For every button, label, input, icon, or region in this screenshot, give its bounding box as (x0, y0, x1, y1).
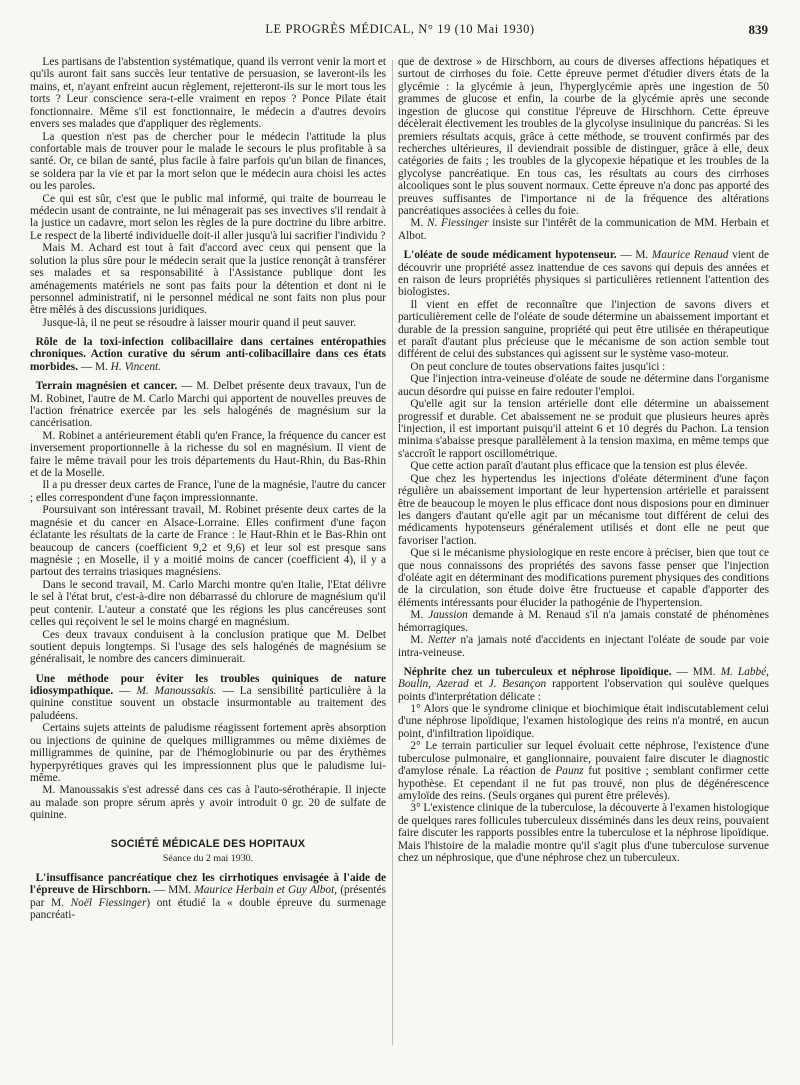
text-run: Il a pu dresser deux cartes de France, l'une de la magnésie, l'autre du cancer ; elles correspondent d'une façon impressionnante. (30, 479, 386, 504)
text-run: Mais M. Achard est tout à fait d'accord avec ceux qui pensent que la solution la plus sûre pour le médecin serait que la justice renonçât à transférer ses malades et sa responsabilité à l'Assistance publique dont les aménagements matériels ne sont pas faits pour la détention et dont ni le personnel administratif, ni le personnel médical ne sont faits non plus pour être mêlés à des discussions juridiques. (30, 242, 386, 317)
text-run: Certains sujets atteints de paludisme réagissent fortement après absorption ou injections de quinine de quelques milligrammes ou même dixièmes de milligrammes de quinine, par de l'hémoglobinurie ou par des érythèmes hyperpyrétiques graves qui les impressionnent plus que le paludisme lui-même. (30, 722, 386, 784)
italic-name: J. Besançon (488, 678, 547, 691)
italic-name: Maurice Herbain et Guy Albot (194, 884, 335, 897)
text-run: et (468, 678, 489, 691)
text-run: Poursuivant son intéressant travail, M. Robinet présente deux cartes de la magnésie et du cancer en Alsace-Lorraine. Elles confirment d'une façon éclatante les résultats de la carte de France : le Haut-Rhin et le Bas-Rhin ont beaucoup de cancers (coefficient 9,2 et 9,6) et leur sol est presque sans magnésie ; en Moselle, il y a moitié moins de cancer (coefficient 4), il y a partout des terrains triasiques magnésiens. (30, 504, 386, 579)
text-run: — M. (616, 249, 652, 262)
left-column (30, 56, 386, 1048)
text-run: M. Manoussakis s'est adressé dans ces cas à l'auto-sérothérapie. Il injecte au malade son propre sérum après y avoir introduit 0 gr. 20 de sulfate de quinine. (30, 784, 386, 822)
text-run: — M. Delbet présente deux travaux, l'un de M. Robinet, l'autre de M. Carlo Marchi qui apportent de nouvelles preuves de l'action frénatrice exercée par les sels halogénés de magnésium sur la cancérisation. (30, 380, 386, 430)
italic-name: Noël Fiessinger (70, 896, 147, 909)
paragraph (30, 430, 386, 480)
paragraph (30, 479, 386, 504)
paragraph (398, 547, 769, 609)
italic-name: Paunz (555, 765, 584, 778)
text-run: La question n'est pas de chercher pour le médecin l'attitude la plus confortable mais de trouver pour le malade le secours le plus profitable à sa santé. Or, ce bilan de santé, plus facile à faire parfois qu'un bilan de finances, se soldera par la vie et par la mort selon que le médecin aura choisi les actes ou les paroles. (30, 130, 386, 193)
text-run: ) ont étudié la « double épreuve du surmenage pancréati- (30, 896, 386, 922)
italic-name: N. Fiessinger (426, 217, 489, 230)
text-run: Que chez les hypertendus les injections d'oléate déterminent d'une façon régulière un abaissement important de leur hypertension artérielle et paraissent être de beaucoup le moyen le plus efficace dont nous disposions pour en diminuer les dangers d'autant qu'elle agit par un mécanisme tout différent de celui des médicaments hypotenseurs généralement utilisés et dont elle ne peut que favoriser l'action. (398, 472, 769, 547)
article-title: Rôle de la toxi-infection colibacillaire dans certaines entéropathies chroniques. Action curative du sérum anti-colibacillaire dans ces états morbides. (30, 336, 386, 373)
italic-name: M. Labbé, Boulin, Azerad (398, 665, 769, 691)
article-title-paragraph (30, 872, 386, 922)
text-run: 3° L'existence clinique de la tuberculose, la découverte à l'examen histologique de quelques rares follicules tuberculeux disséminés dans les deux reins, pouvaient faire discuter les rapports possibles entre la tuberculose et la néphrose lipoïdique. Mais l'histoire de la maladie montre qu'il s'agit plus d'une tuberculose survenue chez un néphrosique, que d'une néphrose chez un tuberculeux. (398, 802, 769, 865)
page-number: 839 (748, 22, 768, 37)
text-run: Que cette action paraît d'autant plus efficace que la tension est plus élevée. (410, 460, 748, 473)
text-run: insiste sur l'intérêt de la communication de MM. Herbain et Albot. (398, 217, 769, 242)
text-run: que de dextrose » de Hirschborn, au cours de diverses affections hépatiques et surtout de cirrhoses du foie. Cette épreuve permet d'étudier divers états de la glycémie : la glycémie à jeun, l'hyperglycémie après une ingestion de 50 grammes de glucose et enfin, la courbe de la glycémie après une seconde ingestion de glucose qui constitue l'épreuve de Hirschhorn. Cette épreuve décèlerait électivement les troubles de la glycolyse insulinique du pancréas. Si les premiers résultats acquis, grâce à cette méthode, se trouvent confirmés par des recherches ultérieures, il deviendrait possible de distinguer, grâce à elle, deux catégories de faits ; les troubles de la glycopexie hépatique et les troubles de la glycolyse pancréatique. En tous cas, les résultats au cours des cirrhoses alcooliques sont le plus souvent normaux. Cette épreuve n'a donc pas apporté des preuves suffisantes de l'importance ni de la fréquence des altérations pancréatiques associées à celles du foie. (398, 56, 769, 218)
text-run: rapportent l'observation qui soulève quelques points d'interprétation délicate : (398, 678, 769, 703)
text-run: M. (410, 217, 427, 230)
paragraph (30, 629, 386, 666)
article-title-paragraph (398, 666, 769, 703)
article-title-paragraph (398, 249, 769, 299)
italic-name: Netter (427, 634, 456, 647)
text-run: Les partisans de l'abstention systématique, quand ils verront venir la mort et qu'ils auront fait sans succès leur tentative de persuasion, se laveront-ils les mains, et, n'ayant enfreint aucun règlement, rejetteront-ils sur le mort tous les torts ? Leur conscience sera-t-elle vraiment en repos ? Ponce Pilate était fonctionnaire. Même s'il est fonctionnaire, le médecin a d'autres devoirs envers ses malades que d'appliquer des règlements. (30, 56, 386, 131)
paragraph (30, 504, 386, 579)
article-title-paragraph (30, 673, 386, 723)
italic-name: Maurice Renaud (651, 249, 729, 262)
italic-name: H. Vincent. (110, 360, 161, 373)
paragraph (398, 398, 769, 460)
text-run: n'a jamais noté d'accidents en injectant l'oléate de soude par voie intra-veineuse. (398, 634, 769, 659)
text-run: Que l'injection intra-veineuse d'oléate de soude ne détermine dans l'organisme aucun désordre qui puisse en faire redouter l'emploi. (398, 373, 769, 398)
text-run: — M. (78, 360, 111, 373)
paragraph (398, 361, 769, 373)
text-run: fut positive ; semblant confirmer cette hypothèse. Et cependant il ne fut pas trouvé, non plus de dégénérescence amyloïde des reins. (Seuls organes qui purent être prélevés). (398, 765, 769, 802)
article-title-paragraph (30, 336, 386, 373)
text-run: Dans le second travail, M. Carlo Marchi montre qu'en Italie, l'Etat délivre le sel à l'état brut, c'est-à-dire non débarrassé du chlorure de magnésium qu'il peut contenir. L'auteur a constaté que les régions les plus cancéreuses sont celles qui reçoivent le sel le moins chargé en magnésium. (30, 578, 386, 629)
column-divider (392, 60, 393, 1045)
text-run: M. (410, 609, 429, 622)
paragraph (398, 473, 769, 548)
text-run: Jusque-là, il ne peut se résoudre à laisser mourir quand il peut sauver. (42, 316, 357, 329)
text-run: On peut conclure de toutes observations faites jusqu'ici : (410, 360, 666, 373)
journal-header (30, 22, 770, 42)
paragraph (398, 634, 769, 659)
article-title: Néphrite chez un tuberculeux et néphrose lipoïdique. (403, 665, 672, 678)
text-run: — La sensibilité particulière à la quinine constitue souvent un obstacle insurmontable au traitement des paludéens. (30, 684, 386, 722)
paragraph (398, 703, 769, 740)
text-run: Ce qui est sûr, c'est que le public mal informé, qui traite de bourreau le médecin usant de contrainte, ne lui ménagerait pas ses invectives s'il rendait à la justice un cadavre, mort selon les règles de la pure doctrine du libre arbitre. Le respect de la liberté individuelle doit-il aller jusqu'à lui sacrifier l'individu ? (30, 192, 386, 242)
continued-paragraph (398, 56, 769, 217)
paragraph (398, 373, 769, 398)
paragraph (398, 299, 769, 361)
text-run: Ces deux travaux conduisent à la conclusion pratique que M. Delbet soutient depuis longtemps. Si l'usage des sels halogénés de magnésium se généralisait, le nombre des cancers diminuerait. (30, 628, 386, 666)
paragraph (30, 131, 386, 193)
paragraph (30, 242, 386, 317)
session-date: Séance du 2 mai 1930. (162, 853, 254, 865)
article-title: L'oléate de soude médicament hypotenseur. (403, 249, 617, 262)
paragraph (30, 722, 386, 784)
paragraph (398, 609, 769, 634)
paragraph (30, 579, 386, 629)
text-run: Il vient en effet de reconnaître que l'injection de savons divers et particulièrement celle de l'oléate de soude détermine un abaissement important et durable de la pression sanguine, propriété qui peut être utilisée en thérapeutique et paraît d'autant plus précieuse que le mécanisme de son action semble tout différent de celui des substances qui agissent sur le système vaso-moteur. (398, 298, 769, 361)
text-run: — MM. (671, 665, 721, 678)
paragraph (30, 317, 386, 329)
text-run: M. (410, 634, 428, 647)
journal-title: LE PROGRÈS MÉDICAL, N° 19 (10 Mai 1930) (265, 22, 535, 36)
paragraph (30, 784, 386, 821)
text-run: 1° Alors que le syndrome clinique et biochimique était indiscutablement celui d'une néphrose lipoïdique, l'examen histologique des reins n'a montré, en aucun point, d'infiltration lipoïdique. (398, 703, 769, 740)
paragraph (398, 217, 769, 242)
paragraph (30, 56, 386, 131)
paragraph (398, 740, 769, 802)
society-heading: SOCIÉTÉ MÉDICALE DES HOPITAUX (110, 837, 306, 850)
paragraph (398, 460, 769, 472)
text-run: — (113, 684, 137, 697)
text-run: demande à M. Renaud s'il n'a jamais constaté de phénomènes hémorragiques. (398, 609, 769, 634)
text-run: Que si le mécanisme physiologique en reste encore à préciser, bien que tout ce que nous connaissons des propriétés des savons fasse penser que l'injection d'oléate agit en déterminant des modifications purement physiques des conditions de la circulation, son étude doive être fructueuse et capable d'apporter des éléments intéressants pour élucider la pathogénie de l'hypertension. (398, 547, 769, 609)
text-run: M. Robinet a antérieurement établi qu'en France, la fréquence du cancer est inversement proportionnelle à la richesse du sol en magnésium. Il vient de faire le même travail pour les trois départements du Haut-Rhin, du Bas-Rhin et de la Moselle. (30, 429, 386, 480)
article-title: Une méthode pour éviter les troubles quiniques de nature idiosympathique. (30, 672, 386, 697)
text-run: — MM. (150, 884, 195, 897)
paragraph (398, 802, 769, 864)
italic-name: Jaussion (428, 609, 468, 622)
text-run: , (présentés par M. (30, 884, 386, 909)
article-title-paragraph (30, 380, 386, 430)
article-title: Terrain magnésien et cancer. (35, 380, 178, 393)
right-column (398, 56, 769, 1048)
italic-name: M. Manoussakis. (136, 684, 217, 697)
text-run: 2° Le terrain particulier sur lequel évoluait cette néphrose, l'existence d'une tuberculose pulmonaire, et ganglionnaire, pouvaient faire discuter le diagnostic d'amylose rénale. La réaction de (398, 740, 769, 778)
article-title: L'insuffisance pancréatique chez les cirrhotiques envisagée à l'aide de l'épreuve de Hirschborn. (30, 871, 386, 897)
text-run: vient de découvrir une propriété assez inattendue de ces savons qui depuis des années et en raison de leurs propriétés physiques si particulières retiennent l'attention des biologistes. (398, 249, 769, 299)
paragraph (30, 193, 386, 243)
text-run: Qu'elle agit sur la tension artérielle dont elle détermine un abaissement progressif et durable. Cet abaissement ne se produit que plusieurs heures après l'injection, il est important puisqu'il atteint 6 et 10 degrés du Pachon. La tension minima s'abaisse presque parallèlement à la tension maxima, en même temps que s'accroît le rapport oscillométrique. (398, 398, 769, 460)
